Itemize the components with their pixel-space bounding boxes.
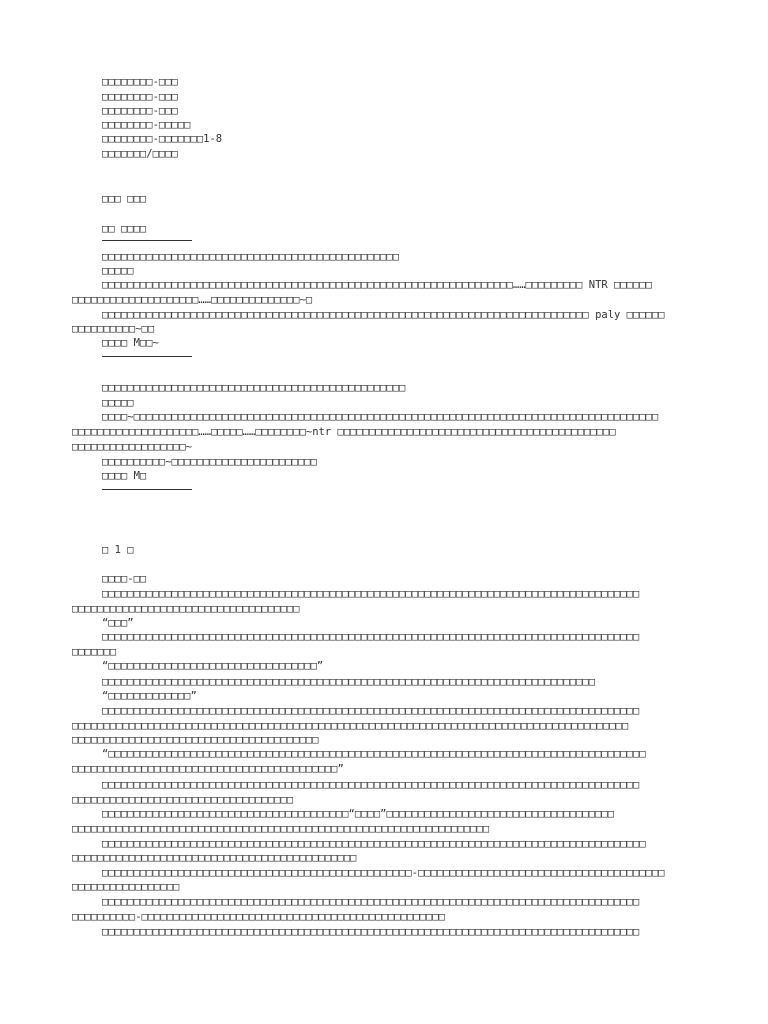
section-title: □□□ □□□	[102, 193, 147, 205]
note-line: □□□□□□□□□□~□□	[72, 323, 155, 335]
note-signature: □□□□ M□	[102, 470, 147, 482]
body-line: □□□□□□□□□□□□□□□□□	[72, 881, 180, 893]
body-line: □□□□□□□□□□□□□□□□□□□□□□□□□□□□□□□□□□□	[72, 794, 294, 806]
note-line: □□□□□□□□□□□□□□□□□□□□□□□□□□□□□□□□□□□□□□□□□□□□□□□□	[102, 382, 406, 394]
body-line: □□□□□□□□□□□□□□□□□□□□□□□□□□□□□□□□□□□□□□□□□□□□□□□□□□□□□□□□□□□□□□□□□□□□□□□□□□□□□□	[102, 676, 596, 688]
header-line: □□□□□□□□-□□□□□□□1-8	[102, 133, 223, 145]
body-line: □□□□□□□□□□□□□□□□□□□□□□□□□□□□□□□□□□□□□□□□□□”	[72, 763, 344, 775]
note-line: □□□□□	[102, 265, 134, 277]
body-line: □□□□□□□□□□□□□□□□□□□□□□□□□□□□□□□□□□□□□□□□□□□□□□□□□-□□□□□□□□□□□□□□□□□□□□□□□□□□□□□□□□□□□□□□□	[102, 867, 665, 879]
body-line: □□□□□□□□□□□□□□□□□□□□□□□□□□□□□□□□□□□□□□□□□□□□□	[72, 852, 357, 864]
body-line: □□□□□□□□□□□□□□□□□□□□□□□□□□□□□□□□□□□□□□□□□□□□□□□□□□□□□□□□□□□□□□□□□□□□□□□□□□□□□□□□□□□□□	[102, 588, 640, 600]
body-line: “□□□□□□□□□□□□□”	[102, 690, 197, 702]
body-line: □□□□□□□□□□□□□□□□□□□□□□□□□□□□□□□□□□□□□□□□□□□□□□□□□□□□□□□□□□□□□□□□□□	[72, 823, 490, 835]
body-line: □□□□-□□	[102, 573, 147, 585]
section-subtitle: □□ □□□□	[102, 223, 147, 235]
body-line: □□□□□□□□□□□□□□□□□□□□□□□□□□□□□□□□□□□□□□□□□□□□□□□□□□□□□□□□□□□□□□□□□□□□□□□□□□□□□□□□□□□□□	[102, 926, 640, 938]
header-line: □□□□□□□□-□□□	[102, 91, 178, 103]
body-line: “□□□”	[102, 617, 134, 629]
note-line: □□□□□□□□□□□□□□□□□□~	[72, 441, 193, 453]
body-line: □□□□□□□□□□□□□□□□□□□□□□□□□□□□□□□□□□□□□□□“□□□□”□□□□□□□□□□□□□□□□□□□□□□□□□□□□□□□□□□□□	[102, 808, 615, 820]
note-line: □□□□□□□□□□□□□□□□□□□□……□□□□□□□□□□□□□□~□	[72, 294, 313, 306]
body-line: □□□□□□□□□□□□□□□□□□□□□□□□□□□□□□□□□□□□□□□□□□□□□□□□□□□□□□□□□□□□□□□□□□□□□□□□□□□□□□□□□□□□□□	[102, 838, 646, 850]
body-line: □□□□□□□□□□□□□□□□□□□□□□□□□□□□□□□□□□□□□□□	[72, 734, 319, 746]
divider-rule	[102, 240, 192, 241]
body-line: □□□□□□□□□□□□□□□□□□□□□□□□□□□□□□□□□□□□	[72, 603, 300, 615]
body-line: □□□□□□□□□□-□□□□□□□□□□□□□□□□□□□□□□□□□□□□□□□□□□□□□□□□□□□□□□□□	[72, 911, 445, 923]
note-line: □□□□□	[102, 397, 134, 409]
body-line: □□□□□□□□□□□□□□□□□□□□□□□□□□□□□□□□□□□□□□□□□□□□□□□□□□□□□□□□□□□□□□□□□□□□□□□□□□□□□□□□□□□□□	[102, 631, 640, 643]
header-line: □□□□□□□□-□□□	[102, 105, 178, 117]
body-line: □□□□□□□□□□□□□□□□□□□□□□□□□□□□□□□□□□□□□□□□□□□□□□□□□□□□□□□□□□□□□□□□□□□□□□□□□□□□□□□□□□□□□	[102, 779, 640, 791]
body-line: “□□□□□□□□□□□□□□□□□□□□□□□□□□□□□□□□□”	[102, 660, 324, 672]
divider-rule	[102, 356, 192, 357]
header-line: □□□□□□□/□□□□	[102, 148, 178, 160]
body-line: □□□□□□□□□□□□□□□□□□□□□□□□□□□□□□□□□□□□□□□□□□□□□□□□□□□□□□□□□□□□□□□□□□□□□□□□□□□□□□□□□□□□□□□□	[72, 720, 629, 732]
header-line: □□□□□□□□-□□□	[102, 76, 178, 88]
note-signature: □□□□ M□□~	[102, 337, 159, 349]
divider-rule	[102, 489, 192, 490]
note-line: □□□□□□□□□□□□□□□□□□□□……□□□□□……□□□□□□□□~ntr □□□□□□□□□□□□□□□□□□□□□□□□□□□□□□□□□□□□□□□□□□□□	[72, 426, 616, 438]
body-line: □□□□□□□	[72, 646, 117, 658]
header-line: □□□□□□□□-□□□□□	[102, 119, 191, 131]
note-line: □□□□□□□□□□□□□□□□□□□□□□□□□□□□□□□□□□□□□□□□□□□□□□□□□□□□□□□□□□□□□□□□□□□□□□□□□□□□□ paly □□□□□□	[102, 309, 665, 321]
note-line: □□□□□□□□□□□□□□□□□□□□□□□□□□□□□□□□□□□□□□□□□□□□□□□□□□□□□□□□□□□□□□□□□……□□□□□□□□□ NTR □□□□□□	[102, 279, 652, 291]
note-line: □□□□□□□□□□~□□□□□□□□□□□□□□□□□□□□□□□	[102, 456, 317, 468]
body-line: □□□□□□□□□□□□□□□□□□□□□□□□□□□□□□□□□□□□□□□□□□□□□□□□□□□□□□□□□□□□□□□□□□□□□□□□□□□□□□□□□□□□□	[102, 896, 640, 908]
body-line: □□□□□□□□□□□□□□□□□□□□□□□□□□□□□□□□□□□□□□□□□□□□□□□□□□□□□□□□□□□□□□□□□□□□□□□□□□□□□□□□□□□□□	[102, 705, 640, 717]
body-line: “□□□□□□□□□□□□□□□□□□□□□□□□□□□□□□□□□□□□□□□□□□□□□□□□□□□□□□□□□□□□□□□□□□□□□□□□□□□□□□□□□□□□□	[102, 748, 646, 760]
chapter-heading: □ 1 □	[102, 544, 134, 556]
note-line: □□□□~□□□□□□□□□□□□□□□□□□□□□□□□□□□□□□□□□□□□□□□□□□□□□□□□□□□□□□□□□□□□□□□□□□□□□□□□□□□□□□□□□□□	[102, 411, 659, 423]
note-line: □□□□□□□□□□□□□□□□□□□□□□□□□□□□□□□□□□□□□□□□□□□□□□□	[102, 251, 400, 263]
